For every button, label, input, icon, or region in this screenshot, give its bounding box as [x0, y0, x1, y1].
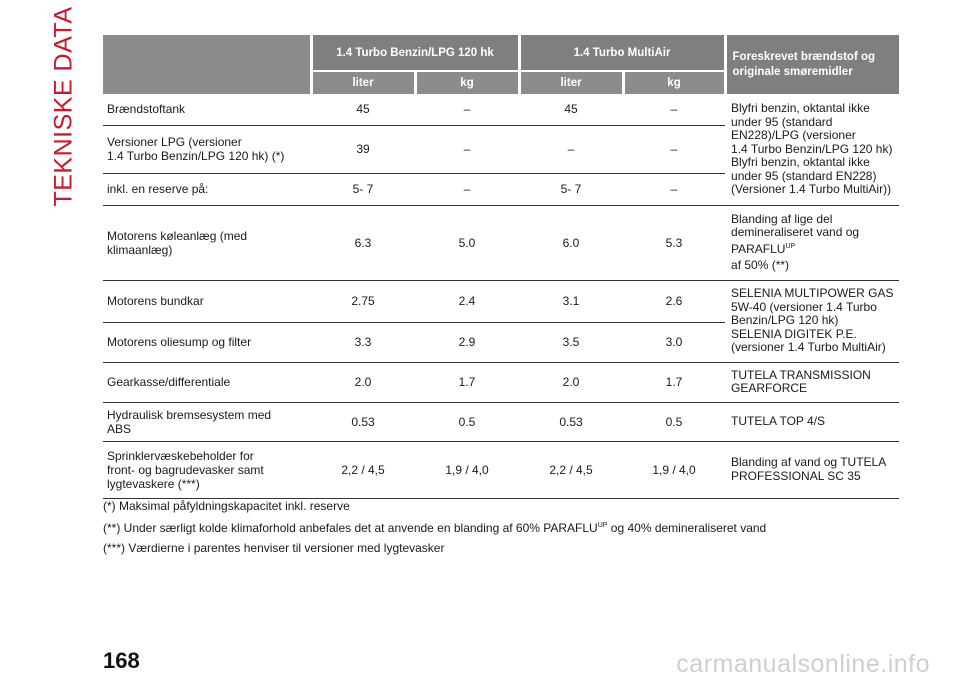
footnote-2	[103, 516, 903, 538]
cell-value: 1.7	[415, 362, 519, 402]
cell-value: 45	[519, 94, 623, 125]
cell-value: 2.75	[311, 280, 415, 322]
spec-line: 5W-40 (versioner 1.4 Turbo	[731, 299, 877, 314]
section-title: TEKNISKE DATA	[49, 6, 78, 207]
spec-coolant	[725, 205, 899, 280]
footnote-2-superscript: UP	[597, 522, 608, 529]
cell-value: 3.0	[623, 322, 725, 362]
spec-line: SELENIA MULTIPOWER GAS	[731, 286, 894, 301]
spec-line: under 95 (standard	[731, 114, 833, 129]
cell-value: –	[623, 173, 725, 205]
spec-line: TUTELA TRANSMISSION	[731, 367, 871, 382]
spec-line: under 95 (standard EN228)	[731, 168, 877, 183]
spec-line	[731, 240, 895, 257]
row-label: Motorens oliesump og filter	[103, 322, 311, 362]
cell-value: 6.3	[311, 205, 415, 280]
spec-brake: TUTELA TOP 4/S	[725, 402, 899, 441]
header-spec: Foreskrevet brændstof og originale smøremidler	[725, 35, 899, 94]
row-label: Motorens bundkar	[103, 280, 311, 322]
watermark: carmanualsonline.info	[676, 650, 930, 678]
cell-value: –	[623, 125, 725, 173]
cell-value: 2.6	[623, 280, 725, 322]
spec-line: demineraliseret vand og	[731, 225, 860, 239]
spec-line: af 50% (**)	[731, 258, 790, 272]
row-label-line: 1.4 Turbo Benzin/LPG 120 hk) (*)	[107, 149, 285, 163]
cell-value: 6.0	[519, 205, 623, 280]
cell-value: 2.0	[311, 362, 415, 402]
cell-value: –	[415, 125, 519, 173]
spec-line: Blanding af lige del	[731, 211, 833, 226]
table-row	[103, 280, 899, 322]
footnote-2-text: (**) Under særligt kolde klimaforhold anbefales det at anvende en blanding af 60% PARAFLU	[103, 521, 598, 535]
cell-value: 3.5	[519, 322, 623, 362]
row-label: Brændstoftank	[103, 94, 311, 125]
spec-oil	[725, 280, 899, 362]
spec-line: Benzin/LPG 120 hk)	[731, 313, 839, 328]
cell-value: 2,2 / 4,5	[311, 441, 415, 498]
spec-line: PROFESSIONAL SC 35	[731, 468, 861, 483]
cell-value: 1,9 / 4,0	[623, 441, 725, 498]
header-unit-liter: liter	[311, 71, 415, 94]
spec-washer	[725, 441, 899, 498]
cell-value: 1.7	[623, 362, 725, 402]
spec-line: 1.4 Turbo Benzin/LPG 120 hk)	[731, 141, 893, 156]
cell-value: 5.3	[623, 205, 725, 280]
row-label	[103, 402, 311, 441]
cell-value: –	[623, 94, 725, 125]
spec-fuel	[725, 94, 899, 205]
row-label-line: lygtevaskere (***)	[107, 476, 200, 491]
spec-line: GEARFORCE	[731, 381, 808, 395]
cell-value: 5.0	[415, 205, 519, 280]
cell-value: 39	[311, 125, 415, 173]
spec-brand: PARAFLU	[731, 241, 786, 256]
cell-value: 5- 7	[311, 173, 415, 205]
cell-value: –	[415, 94, 519, 125]
table-row	[103, 205, 899, 280]
table-row	[103, 94, 899, 125]
cell-value: 3.3	[311, 322, 415, 362]
cell-value: 2.4	[415, 280, 519, 322]
cell-value: 2.9	[415, 322, 519, 362]
spec-gear	[725, 362, 899, 402]
spec-line: Blanding af vand og TUTELA	[731, 455, 887, 469]
row-label-line: Hydraulisk bremsesystem med	[107, 407, 272, 422]
cell-value: 5- 7	[519, 173, 623, 205]
cell-value: –	[415, 173, 519, 205]
header-engine-b: 1.4 Turbo MultiAir	[519, 35, 725, 71]
cell-value: 0.5	[415, 402, 519, 441]
spec-line: (Versioner 1.4 Turbo MultiAir))	[731, 182, 892, 196]
table-row	[103, 362, 899, 402]
cell-value: 3.1	[519, 280, 623, 322]
row-label	[103, 441, 311, 498]
footnote-3: (***) Værdierne i parentes henviser til versioner med lygtevasker	[103, 541, 445, 555]
section-side-tab	[49, 6, 78, 207]
cell-value: 0.5	[623, 402, 725, 441]
spec-line: EN228)/LPG (versioner	[731, 128, 856, 142]
row-label-line: klimaanlæg)	[107, 242, 173, 257]
row-label-line: ABS	[107, 421, 132, 436]
row-label	[103, 125, 311, 173]
footnote-2-text-end: og 40% demineraliseret vand	[607, 521, 767, 535]
cell-value: 0.53	[519, 402, 623, 441]
cell-value: 2,2 / 4,5	[519, 441, 623, 498]
footnote-1: (*) Maksimal påfyldningskapacitet inkl. reserve	[103, 499, 350, 513]
header-unit-liter: liter	[519, 71, 623, 94]
row-label: Gearkasse/differentiale	[103, 362, 311, 402]
row-label-line: front- og bagrudevasker samt	[107, 462, 264, 477]
capacities-table	[103, 35, 899, 499]
page-number: 168	[103, 648, 140, 673]
header-unit-kg: kg	[415, 71, 519, 94]
cell-value: 2.0	[519, 362, 623, 402]
header-unit-kg: kg	[623, 71, 725, 94]
row-label	[103, 205, 311, 280]
row-label: inkl. en reserve på:	[103, 173, 311, 205]
table-row	[103, 402, 899, 441]
row-label-line: Versioner LPG (versioner	[107, 135, 242, 149]
cell-value: 45	[311, 94, 415, 125]
cell-value: –	[519, 125, 623, 173]
header-blank	[103, 35, 311, 94]
spec-line: Blyfri benzin, oktantal ikke	[731, 155, 870, 169]
header-engine-a: 1.4 Turbo Benzin/LPG 120 hk	[311, 35, 519, 71]
cell-value: 1,9 / 4,0	[415, 441, 519, 498]
spec-line: SELENIA DIGITEK P.E.	[731, 326, 857, 341]
spec-line: (versioner 1.4 Turbo MultiAir)	[731, 340, 886, 355]
cell-value: 0.53	[311, 402, 415, 441]
spec-superscript: UP	[785, 242, 796, 250]
table-row	[103, 441, 899, 498]
row-label-line: Motorens køleanlæg (med	[107, 228, 248, 243]
footnotes	[103, 496, 903, 558]
row-label-line: Sprinklervæskebeholder for	[107, 448, 254, 463]
spec-line: Blyfri benzin, oktantal ikke	[731, 101, 870, 115]
